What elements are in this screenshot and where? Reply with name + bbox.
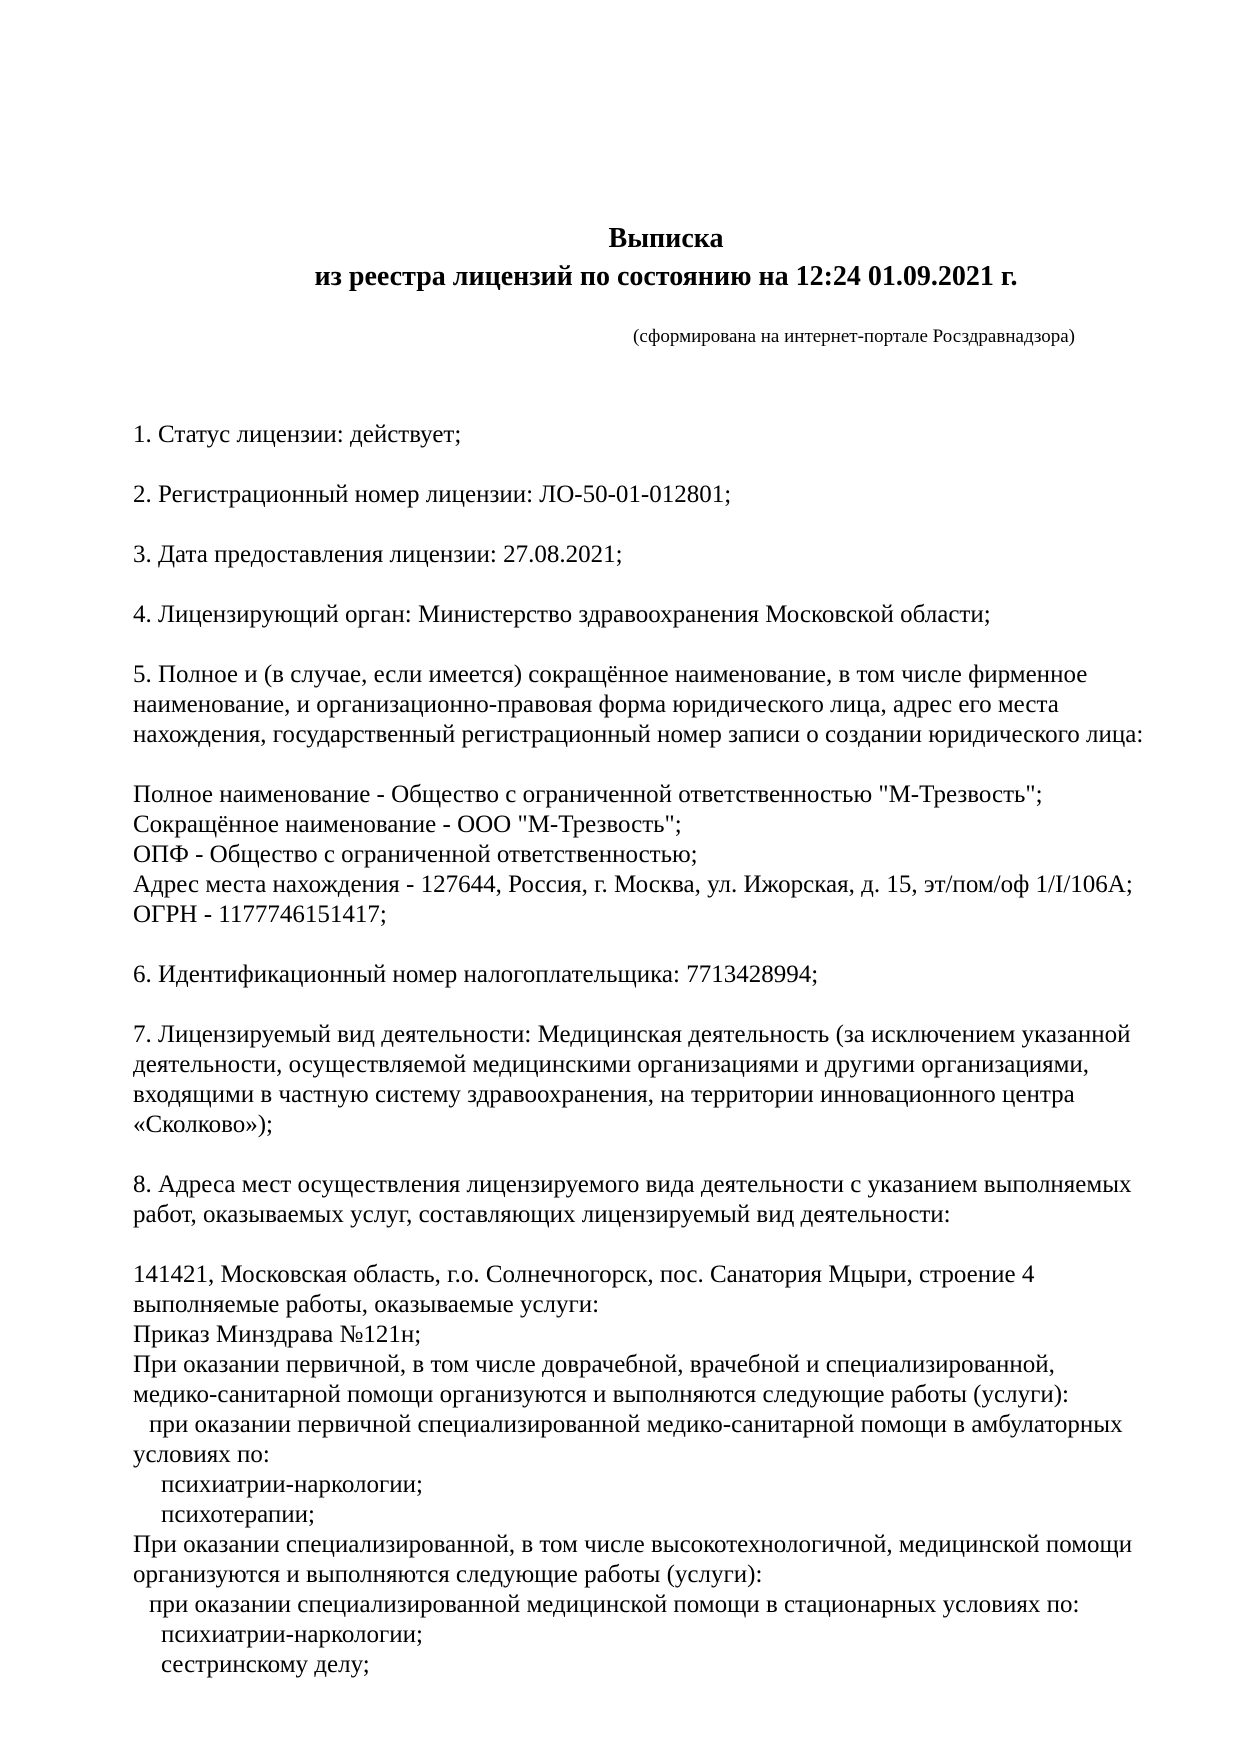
- text-line: «Сколково»);: [133, 1111, 273, 1138]
- text-line: работ, оказываемых услуг, составляющих лицензируемый вид деятельности:: [133, 1201, 951, 1228]
- text-line: 7. Лицензируемый вид деятельности: Медицинская деятельность (за исключением указанной: [133, 1021, 1131, 1048]
- text-line: при оказании специализированной медицинской помощи в стационарных условиях по:: [149, 1591, 1080, 1618]
- document-subtitle: (сформирована на интернет-портале Росздравнадзора): [633, 326, 1075, 347]
- text-line: Сокращённое наименование - ООО "М-Трезвость";: [133, 811, 682, 838]
- text-line: 8. Адреса мест осуществления лицензируемого вида деятельности с указанием выполняемых: [133, 1171, 1132, 1198]
- text-line: 6. Идентификационный номер налогоплательщика: 7713428994;: [133, 961, 819, 988]
- text-line: психотерапии;: [161, 1501, 315, 1528]
- text-line: При оказании первичной, в том числе доврачебной, врачебной и специализированной,: [133, 1351, 1055, 1378]
- text-line: 5. Полное и (в случае, если имеется) сокращённое наименование, в том числе фирменное: [133, 661, 1088, 688]
- text-line: ОГРН - 1177746151417;: [133, 901, 387, 928]
- document-body: [133, 420, 1144, 1680]
- text-line: медико-санитарной помощи организуются и выполняются следующие работы (услуги):: [133, 1381, 1069, 1408]
- text-line: ОПФ - Общество с ограниченной ответственностью;: [133, 841, 698, 868]
- text-line: входящими в частную систему здравоохранения, на территории инновационного центра: [133, 1081, 1075, 1108]
- text-line: наименование, и организационно-правовая форма юридического лица, адрес его места: [133, 691, 1059, 718]
- title-line-2: из реестра лицензий по состоянию на 12:24 01.09.2021 г.: [314, 261, 1018, 292]
- text-line: 141421, Московская область, г.о. Солнечногорск, пос. Санатория Мцыри, строение 4: [133, 1261, 1035, 1288]
- text-line: при оказании первичной специализированной медико-санитарной помощи в амбулаторных: [149, 1411, 1123, 1438]
- text-line: 3. Дата предоставления лицензии: 27.08.2021;: [133, 541, 623, 568]
- text-line: выполняемые работы, оказываемые услуги:: [133, 1291, 600, 1318]
- text-line: Адрес места нахождения - 127644, Россия, г. Москва, ул. Ижорская, д. 15, эт/пом/оф 1/I/106А;: [133, 871, 1133, 898]
- text-line: 2. Регистрационный номер лицензии: ЛО-50-01-012801;: [133, 481, 732, 508]
- title-line-1: Выписка: [608, 223, 724, 254]
- text-line: 4. Лицензирующий орган: Министерство здравоохранения Московской области;: [133, 601, 991, 628]
- text-line: организуются и выполняются следующие работы (услуги):: [133, 1561, 763, 1588]
- text-line: психиатрии-наркологии;: [161, 1621, 423, 1648]
- text-line: При оказании специализированной, в том числе высокотехнологичной, медицинской помощи: [133, 1531, 1133, 1558]
- text-line: Приказ Минздрава №121н;: [133, 1321, 422, 1348]
- text-line: психиатрии-наркологии;: [161, 1471, 423, 1498]
- text-line: 1. Статус лицензии: действует;: [133, 421, 462, 448]
- text-line: условиях по:: [133, 1441, 270, 1468]
- text-line: Полное наименование - Общество с ограниченной ответственностью "М-Трезвость";: [133, 781, 1043, 808]
- document-title: [133, 220, 1113, 296]
- text-line: деятельности, осуществляемой медицинскими организациями и другими организациями,: [133, 1051, 1090, 1078]
- text-line: сестринскому делу;: [161, 1651, 370, 1678]
- text-line: нахождения, государственный регистрационный номер записи о создании юридического лица:: [133, 721, 1144, 748]
- document-content: [133, 0, 1144, 1680]
